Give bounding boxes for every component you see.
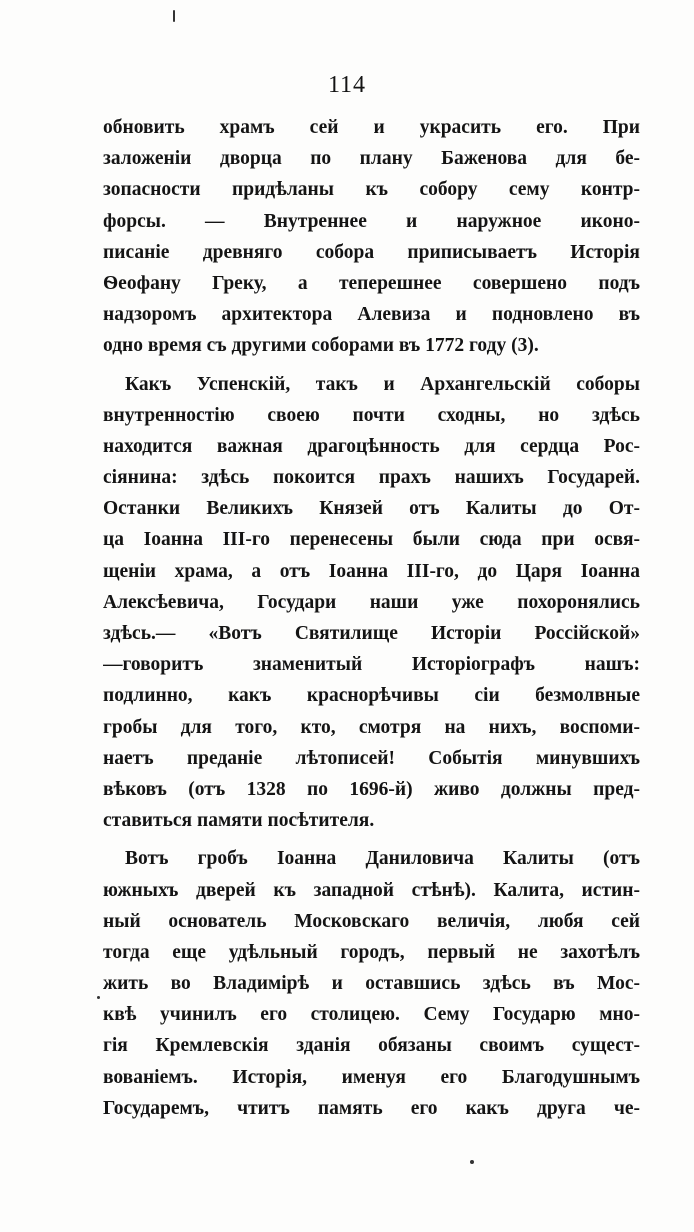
text-line: Ѳеофану Греку, а теперешнее совершено подъ xyxy=(103,272,640,294)
text-line: Алексѣевича, Государи наши уже похоронялись xyxy=(103,591,640,613)
text-line: гробы для того, кто, смотря на нихъ, воспоми- xyxy=(103,716,640,738)
text-line: форсы. — Внутреннее и наружное иконо- xyxy=(103,210,640,232)
text-line: внутренностію своею почти сходны, но здѣсь xyxy=(103,404,640,426)
text-line: Останки Великихъ Князей отъ Калиты до От- xyxy=(103,498,640,520)
text-line: вѣковъ (отъ 1328 по 1696-й) живо должны пред- xyxy=(103,778,640,800)
text-line: здѣсь.— «Вотъ Святилище Исторіи Россійской» xyxy=(103,623,640,644)
text-line: южныхъ дверей къ западной стѣнѣ). Калита, истин- xyxy=(103,879,640,901)
ink-speck xyxy=(173,10,175,22)
text-line: сіянина: здѣсь покоится прахъ нашихъ Государей. xyxy=(103,467,640,489)
body-text xyxy=(103,112,640,1124)
text-line: зопасности придѣланы къ собору сему контр- xyxy=(103,179,640,201)
text-line: Вотъ гробъ Іоанна Даниловича Калиты (отъ xyxy=(125,848,640,870)
text-line: наетъ преданіе лѣтописей! Событія минувшихъ xyxy=(103,747,640,769)
text-line: гія Кремлевскія зданія обязаны своимъ сущест- xyxy=(103,1035,640,1057)
text-line: ный основатель Московскаго величія, любя сей xyxy=(103,910,640,932)
text-line: жить во Владимірѣ и оставшись здѣсь въ Мос- xyxy=(103,973,640,995)
text-line: подлинно, какъ краснорѣчивы сіи безмолвные xyxy=(103,685,640,707)
text-line: Какъ Успенскій, такъ и Архангельскій соборы xyxy=(125,373,640,395)
text-line: квѣ учинилъ его столицею. Сему Государю мно- xyxy=(103,1004,640,1026)
text-line: находится важная драгоцѣнность для сердца Рос- xyxy=(103,435,640,457)
ink-speck xyxy=(97,996,100,999)
text-line: —говоритъ знаменитый Исторіографъ нашъ: xyxy=(103,654,640,676)
ink-speck xyxy=(470,1160,474,1164)
text-line: одно время съ другими соборами въ 1772 году (3). xyxy=(103,335,539,357)
text-line: ца Іоанна III-го перенесены были сюда при освя- xyxy=(103,529,640,551)
text-line: тогда еще удѣльный городъ, первый не захотѣлъ xyxy=(103,941,640,963)
text-line: вованіемъ. Исторія, именуя его Благодушнымъ xyxy=(103,1066,640,1088)
text-line: щеніи храма, а отъ Іоанна III-го, до Царя Іоанна xyxy=(103,560,640,582)
text-line: надзоромъ архитектора Алевиза и подновлено въ xyxy=(103,304,640,326)
text-line: обновить храмъ сей и украсить его. При xyxy=(103,117,640,138)
text-line: ставиться памяти посѣтителя. xyxy=(103,810,375,832)
text-line: заложеніи дворца по плану Баженова для бе- xyxy=(103,148,640,170)
text-line: писаніе древняго собора приписываетъ Исторія xyxy=(103,241,640,263)
page-number: 114 xyxy=(327,72,367,98)
text-line: Государемъ, чтитъ память его какъ друга че- xyxy=(103,1097,640,1119)
